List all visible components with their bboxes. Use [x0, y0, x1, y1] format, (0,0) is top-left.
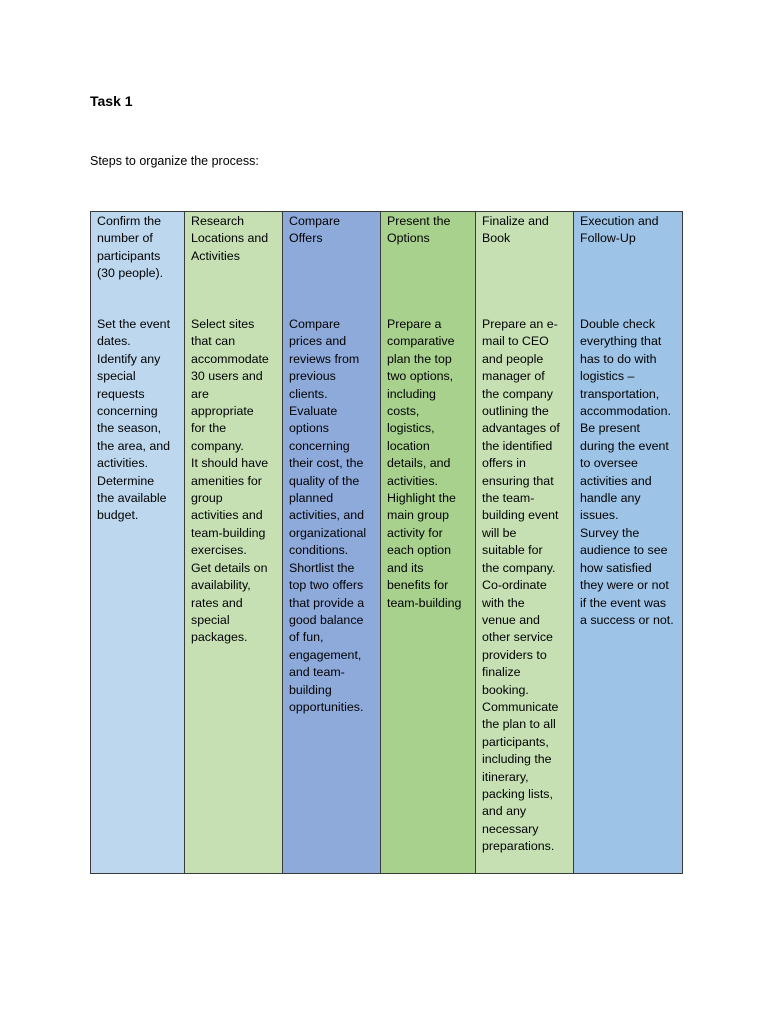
text-line: the company. — [482, 560, 556, 575]
text-line: ensuring that — [482, 473, 554, 488]
text-line: costs, — [387, 404, 420, 419]
text-line: that provide a — [289, 595, 365, 610]
text-line: reviews from — [289, 351, 360, 366]
step-column-6 — [574, 212, 683, 874]
text-line: team-building — [191, 525, 266, 540]
text-line: for the — [191, 421, 227, 436]
text-line: offers in — [482, 456, 526, 471]
table-row — [91, 212, 683, 874]
text-line: top two offers — [289, 578, 364, 593]
text-line: preparations. — [482, 839, 555, 854]
step-title — [97, 213, 180, 316]
text-line: manager of — [482, 369, 545, 384]
text-line: necessary — [482, 821, 539, 836]
text-line: plan the top — [387, 351, 452, 366]
text-line: benefits for — [387, 578, 449, 593]
text-line: amenities for — [191, 473, 262, 488]
text-line: Identify any — [97, 351, 161, 366]
text-line: Follow-Up — [580, 231, 636, 246]
text-line: Execution and — [580, 214, 659, 228]
text-line: during the event — [580, 438, 669, 453]
text-line: Determine — [97, 473, 155, 488]
text-line: mail to CEO — [482, 334, 549, 349]
text-line: Evaluate — [289, 404, 338, 419]
text-line: conditions. — [289, 543, 349, 558]
text-line: team-building — [387, 595, 462, 610]
text-line: opportunities. — [289, 699, 364, 714]
text-line: activities. — [97, 456, 148, 471]
text-line: two options, — [387, 369, 454, 384]
text-line: their cost, the — [289, 456, 364, 471]
text-line: Communicate — [482, 699, 559, 714]
text-line: how satisfied — [580, 560, 652, 575]
text-line: and its — [387, 560, 424, 575]
text-line: advantages of — [482, 421, 560, 436]
text-line: Highlight the — [387, 491, 456, 506]
text-line: if the event was — [580, 595, 667, 610]
text-line: availability, — [191, 578, 251, 593]
text-line: a success or not. — [580, 612, 674, 627]
text-line: comparative — [387, 334, 455, 349]
text-line: of fun, — [289, 630, 324, 645]
text-line: Prepare an e- — [482, 317, 558, 331]
text-line: outlining the — [482, 404, 549, 419]
text-line: activities and — [191, 508, 263, 523]
text-line: finalize — [482, 665, 521, 680]
text-line: Co-ordinate — [482, 578, 547, 593]
text-line: the team- — [482, 491, 535, 506]
step-column-3 — [283, 212, 381, 874]
step-column-4 — [381, 212, 476, 874]
text-line: everything that — [580, 334, 662, 349]
text-line: and any — [482, 804, 527, 819]
text-line: exercises. — [191, 543, 247, 558]
step-description — [580, 316, 678, 629]
step-column-2 — [185, 212, 283, 874]
text-line: Book — [482, 231, 511, 246]
text-line: concerning — [97, 404, 158, 419]
text-line: the company — [482, 386, 553, 401]
text-line: organizational — [289, 525, 367, 540]
text-line: Activities — [191, 248, 240, 263]
text-line: including the — [482, 752, 552, 767]
text-line: Compare — [289, 214, 340, 228]
text-line: the available — [97, 491, 167, 506]
text-line: that can — [191, 334, 236, 349]
step-title — [289, 213, 376, 316]
step-description — [387, 316, 471, 612]
text-line: quality of the — [289, 473, 360, 488]
step-description — [191, 316, 278, 647]
text-line: activities, and — [289, 508, 365, 523]
text-line: number of — [97, 231, 153, 246]
text-line: concerning — [289, 438, 350, 453]
text-line: Present the — [387, 214, 451, 228]
text-line: 30 users and — [191, 369, 263, 384]
text-line: handle any — [580, 491, 641, 506]
text-line: to oversee — [580, 456, 638, 471]
text-line: participants — [97, 248, 161, 263]
text-line: Set the event — [97, 317, 171, 331]
text-line: logistics – — [580, 369, 635, 384]
text-line: the season, — [97, 421, 162, 436]
text-line: Be present — [580, 421, 640, 436]
text-line: including — [387, 386, 436, 401]
text-line: special — [191, 612, 230, 627]
text-line: are — [191, 386, 209, 401]
text-line: prices and — [289, 334, 347, 349]
text-line: Offers — [289, 231, 323, 246]
text-line: itinerary, — [482, 769, 529, 784]
text-line: booking. — [482, 682, 529, 697]
text-line: the plan to all — [482, 717, 556, 732]
step-title — [580, 213, 678, 316]
text-line: planned — [289, 491, 334, 506]
text-line: clients. — [289, 386, 328, 401]
text-line: accommodate — [191, 351, 269, 366]
page-subtitle: Steps to organize the process: — [90, 154, 259, 168]
text-line: other service — [482, 630, 553, 645]
text-line: Get details on — [191, 560, 268, 575]
text-line: building event — [482, 508, 559, 523]
step-title — [387, 213, 471, 316]
text-line: rates and — [191, 595, 243, 610]
text-line: Locations and — [191, 231, 269, 246]
text-line: activities and — [580, 473, 652, 488]
step-column-5 — [476, 212, 574, 874]
text-line: activities. — [387, 473, 438, 488]
text-line: options — [289, 421, 329, 436]
text-line: previous — [289, 369, 336, 384]
text-line: venue and — [482, 612, 540, 627]
text-line: group — [191, 491, 223, 506]
text-line: each option — [387, 543, 452, 558]
text-line: Finalize and — [482, 214, 549, 228]
text-line: will be — [482, 525, 517, 540]
text-line: audience to see — [580, 543, 668, 558]
text-line: and people — [482, 351, 544, 366]
text-line: logistics, — [387, 421, 435, 436]
step-column-1 — [91, 212, 185, 874]
text-line: Select sites — [191, 317, 255, 331]
text-line: requests — [97, 386, 145, 401]
text-line: good balance — [289, 612, 364, 627]
text-line: engagement, — [289, 647, 362, 662]
text-line: Double check — [580, 317, 656, 331]
text-line: they were or not — [580, 578, 669, 593]
step-description — [97, 316, 180, 525]
text-line: the identified — [482, 438, 553, 453]
text-line: activity for — [387, 525, 443, 540]
text-line: Confirm the — [97, 214, 162, 228]
text-line: packages. — [191, 630, 248, 645]
text-line: packing lists, — [482, 786, 553, 801]
text-line: Compare — [289, 317, 340, 331]
text-line: It should have — [191, 456, 269, 471]
step-title — [482, 213, 569, 316]
text-line: dates. — [97, 334, 131, 349]
text-line: company. — [191, 438, 244, 453]
text-line: budget. — [97, 508, 139, 523]
step-description — [482, 316, 569, 856]
text-line: providers to — [482, 647, 547, 662]
text-line: has to do with — [580, 351, 657, 366]
text-line: details, and — [387, 456, 451, 471]
step-description — [289, 316, 376, 716]
text-line: accommodation. — [580, 404, 671, 419]
text-line: suitable for — [482, 543, 543, 558]
text-line: with the — [482, 595, 525, 610]
text-line: participants, — [482, 734, 549, 749]
text-line: and team- — [289, 665, 345, 680]
text-line: issues. — [580, 508, 619, 523]
text-line: Options — [387, 231, 430, 246]
step-title — [191, 213, 278, 316]
text-line: building — [289, 682, 332, 697]
text-line: transportation, — [580, 386, 660, 401]
process-steps-table — [90, 211, 683, 874]
text-line: appropriate — [191, 404, 254, 419]
text-line: main group — [387, 508, 449, 523]
text-line: Survey the — [580, 525, 640, 540]
text-line: the area, and — [97, 438, 171, 453]
text-line: special — [97, 369, 136, 384]
text-line: Shortlist the — [289, 560, 355, 575]
text-line: Research — [191, 214, 245, 228]
page-heading: Task 1 — [90, 93, 133, 109]
text-line: (30 people). — [97, 266, 164, 281]
text-line: Prepare a — [387, 317, 442, 331]
text-line: location — [387, 438, 430, 453]
